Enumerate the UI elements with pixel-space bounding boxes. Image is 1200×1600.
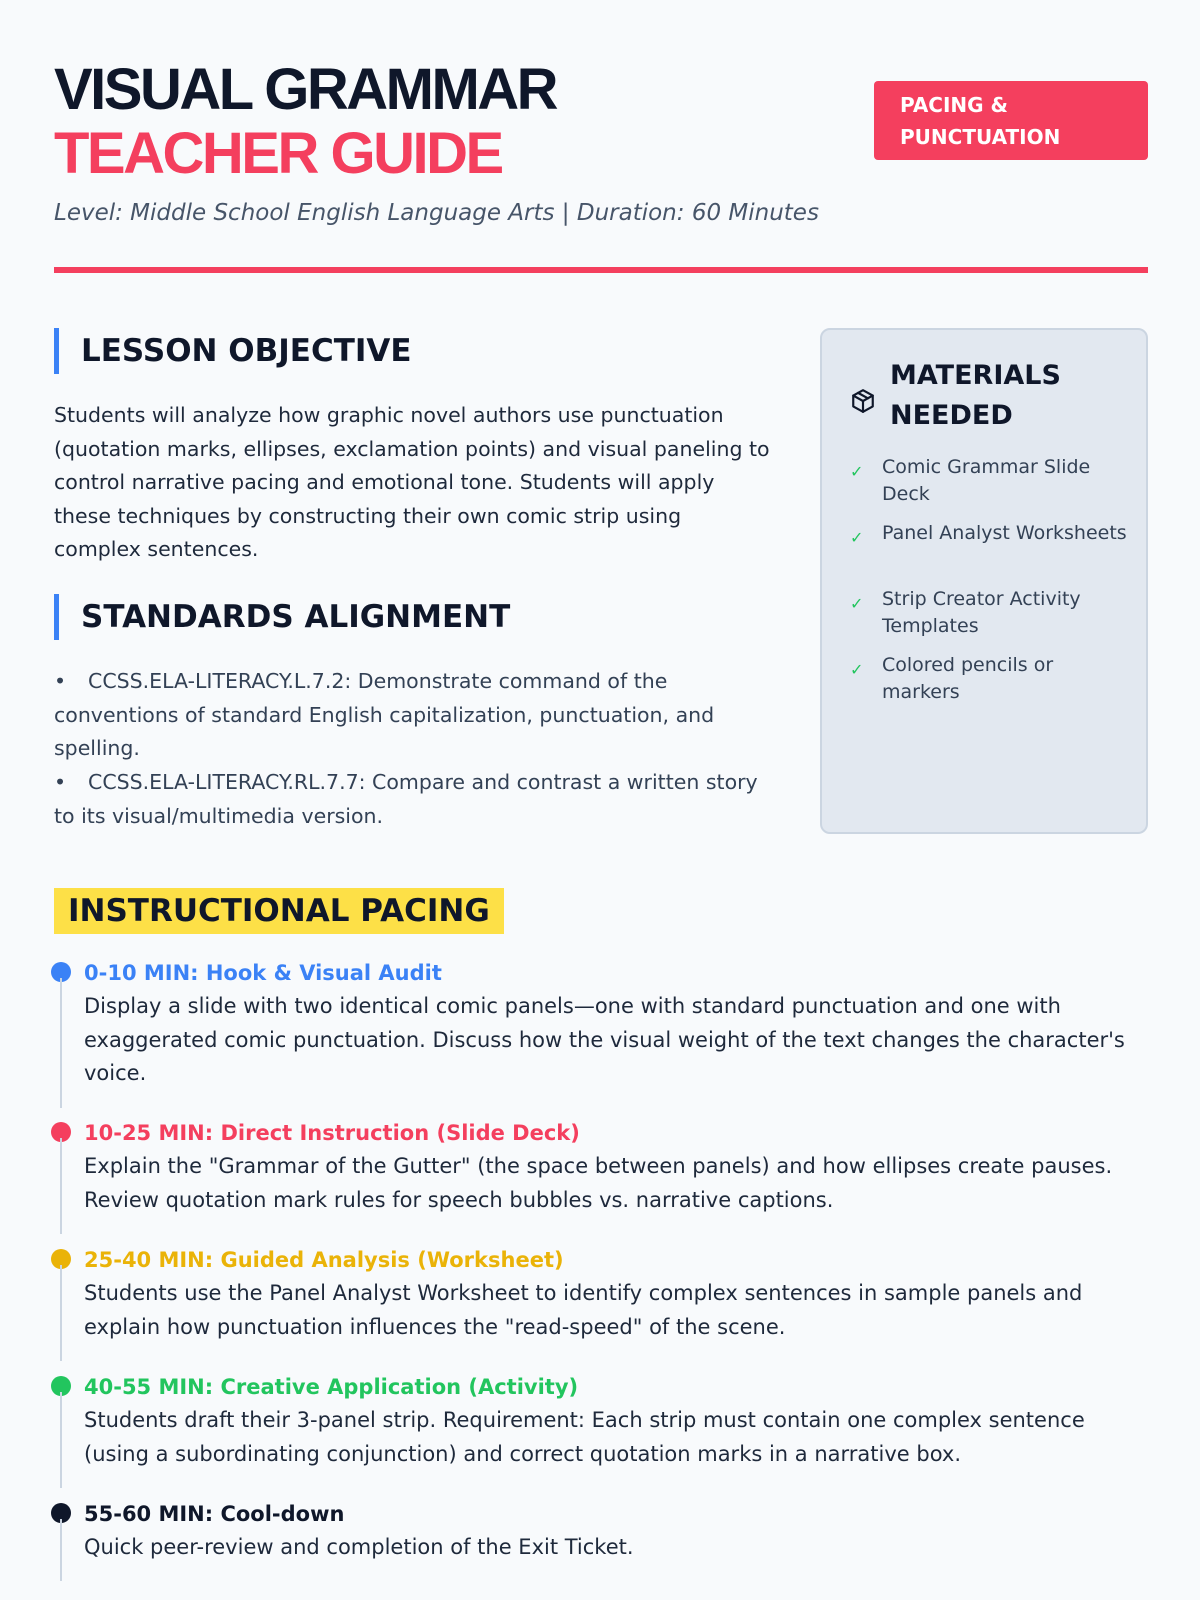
standards-heading: STANDARDS ALIGNMENT [54,594,510,640]
step-title: 25-40 MIN: Guided Analysis (Worksheet) [84,1248,564,1272]
check-icon: ✓ [850,594,864,613]
objective-text: Students will analyze how graphic novel authors use punctuation (quotation marks, ellipses, exclamation points) and visual paneling to control narrative pacing and emotional tone. Students will apply these techniques by constructing their own comic strip using complex sentences. [54,403,770,561]
timeline-line [60,1138,62,1234]
standard-text: CCSS.ELA-LITERACY.L.7.2: Demonstrate command of the conventions of standard English capitalization, punctuation, and spelling. [54,669,715,760]
step-title: 40-55 MIN: Creative Application (Activity) [84,1375,579,1399]
check-icon: ✓ [850,528,864,547]
material-label: Comic Grammar Slide Deck [882,456,1091,505]
bullet-icon: • [54,669,67,693]
standard-item [54,665,774,766]
material-label: Colored pencils or markers [882,654,1054,703]
step-title: 55-60 MIN: Cool-down [84,1502,345,1526]
title-line-2: TEACHER GUIDE [54,121,502,186]
page-subtitle: Level: Middle School English Language Arts | Duration: 60 Minutes [54,200,819,226]
timeline-line [60,1519,62,1581]
standard-text: CCSS.ELA-LITERACY.RL.7.7: Compare and contrast a written story to its visual/multimedia version. [54,770,758,828]
title-line-1: VISUAL GRAMMAR [54,57,557,122]
step-body: Students use the Panel Analyst Worksheet to identify complex sentences in sample panels and explain how punctuation influences the "read-speed" of the scene. [84,1281,1083,1339]
bullet-icon: • [54,770,67,794]
pacing-heading: INSTRUCTIONAL PACING [54,888,504,934]
timeline-line [60,978,62,1108]
box-icon [850,388,876,414]
header-divider [54,267,1148,273]
step-body: Quick peer-review and completion of the Exit Ticket. [84,1535,634,1559]
step-body: Students draft their 3-panel strip. Requirement: Each strip must contain one complex sentence (using a subordinating conjunction) and correct quotation marks in a narrative box. [84,1408,1085,1466]
materials-panel [820,328,1148,834]
step-title: 10-25 MIN: Direct Instruction (Slide Deck) [84,1121,580,1145]
material-label: Panel Analyst Worksheets [882,522,1127,544]
check-icon: ✓ [850,462,864,481]
step-body: Display a slide with two identical comic panels—one with standard punctuation and one with exaggerated comic punctuation. Discuss how the visual weight of the text changes the character's voice. [84,994,1125,1085]
materials-title: MATERIALS NEEDED [890,360,1061,431]
material-label: Strip Creator Activity Templates [882,588,1081,637]
timeline-line [60,1392,62,1488]
check-icon: ✓ [850,660,864,679]
objective-heading: LESSON OBJECTIVE [54,328,412,374]
step-title: 0-10 MIN: Hook & Visual Audit [84,961,442,985]
step-body: Explain the "Grammar of the Gutter" (the space between panels) and how ellipses create pauses. Review quotation mark rules for speech bubbles vs. narrative captions. [84,1154,1113,1212]
standard-item [54,766,774,833]
topic-badge: PACING & PUNCTUATION [874,81,1148,160]
timeline-line [60,1265,62,1361]
